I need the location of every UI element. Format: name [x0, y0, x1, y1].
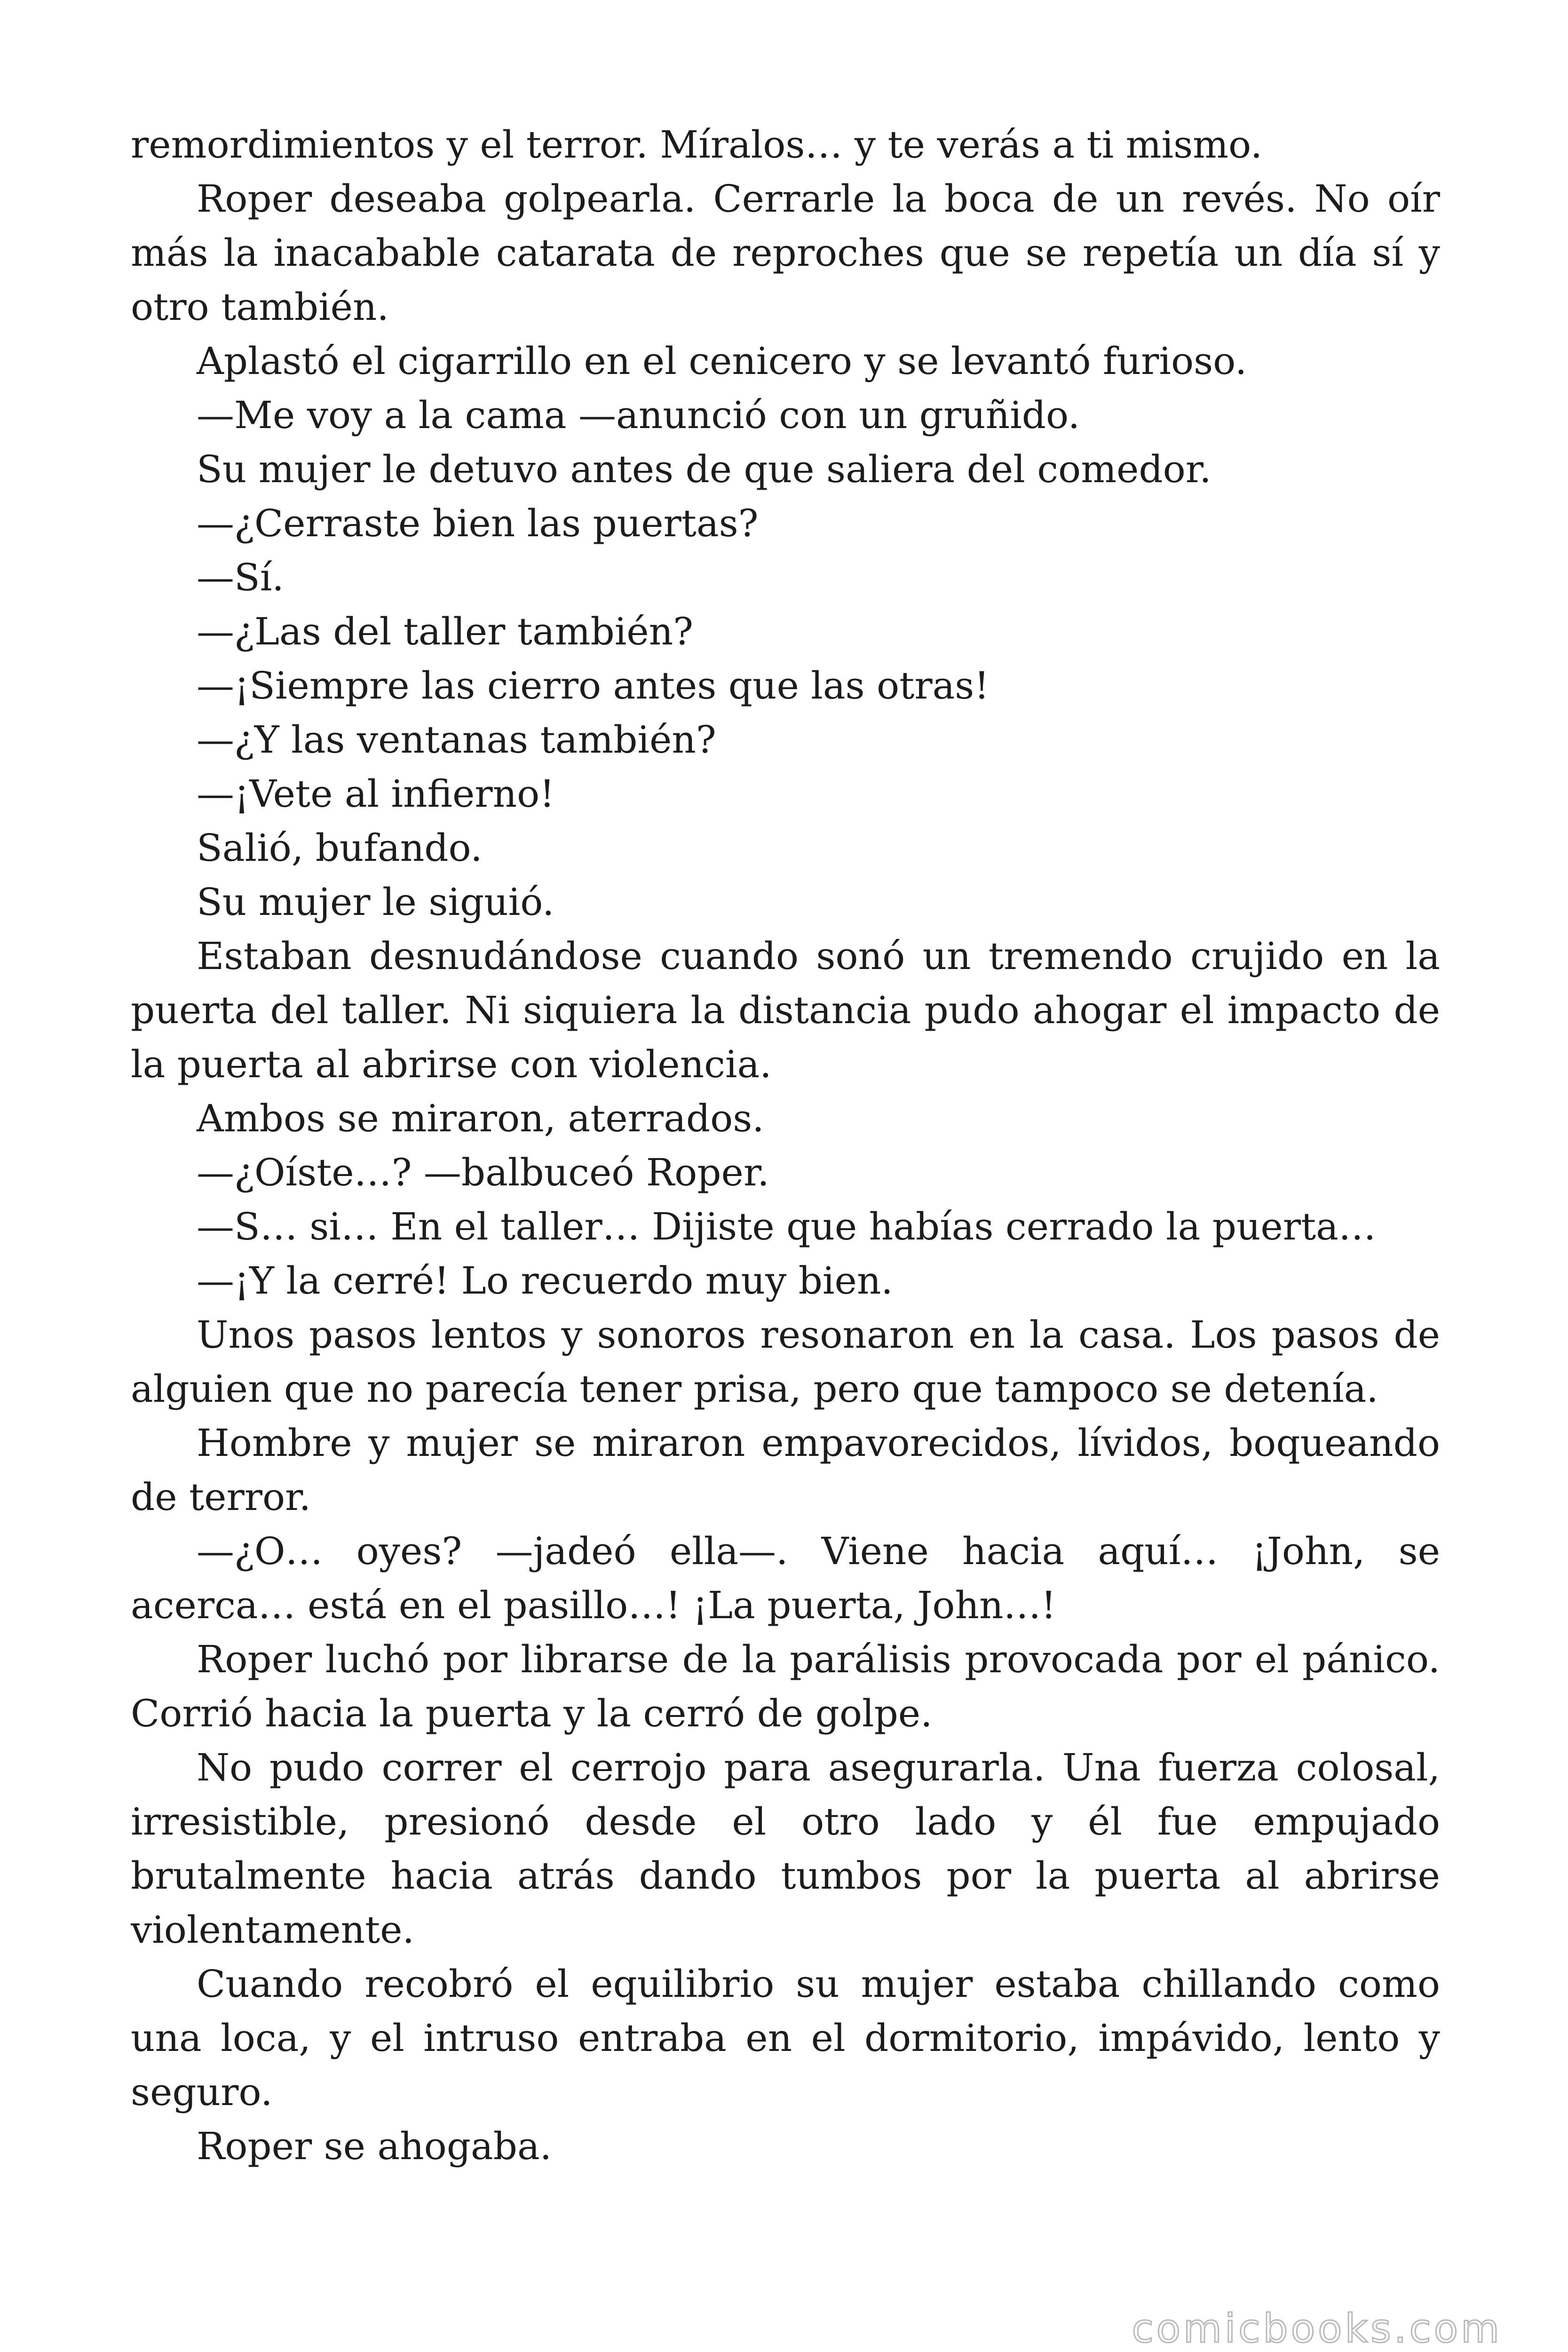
paragraph: —¡Vete al infierno!	[197, 772, 555, 816]
paragraph: —¿Cerraste bien las puertas?	[197, 501, 759, 545]
paragraph: remordimientos y el terror. Míralos… y te verás a ti mismo.	[131, 123, 1263, 167]
paragraph: Aplastó el cigarrillo en el cenicero y se levantó furioso.	[197, 339, 1247, 383]
paragraph: Roper se ahogaba.	[197, 2124, 552, 2168]
paragraph: —¿O… oyes? —jadeó ella—. Viene hacia aquí… ¡John, se acerca… está en el pasillo…! ¡La puerta, John…!	[131, 1529, 1440, 1627]
paragraph: No pudo correr el cerrojo para asegurarla. Una fuerza colosal, irresistible, presionó desde el otro lado y él fue empujado brutalmente hacia atrás dando tumbos por la puerta al abrirse violentamente.	[131, 1746, 1440, 1952]
paragraph: —¿Y las ventanas también?	[197, 718, 716, 762]
paragraph: Unos pasos lentos y sonoros resonaron en la casa. Los pasos de alguien que no parecía tener prisa, pero que tampoco se detenía.	[131, 1313, 1440, 1411]
paragraph: Ambos se miraron, aterrados.	[197, 1097, 764, 1140]
paragraph: —Sí.	[197, 556, 284, 599]
body-text	[131, 118, 1440, 2173]
paragraph: —S… si… En el taller… Dijiste que habías cerrado la puerta…	[197, 1205, 1376, 1248]
paragraph: —¿Oíste…? —balbuceó Roper.	[197, 1151, 769, 1194]
paragraph: —¡Y la cerré! Lo recuerdo muy bien.	[197, 1259, 893, 1303]
paragraph: Roper deseaba golpearla. Cerrarle la boca de un revés. No oír más la inacabable catarata de reproches que se repetía un día sí y otro también.	[131, 177, 1440, 329]
paragraph: Cuando recobró el equilibrio su mujer estaba chillando como una loca, y el intruso entraba en el dormitorio, impávido, lento y seguro.	[131, 1962, 1440, 2114]
paragraph: Roper luchó por librarse de la parálisis provocada por el pánico. Corrió hacia la puerta y la cerró de golpe.	[131, 1637, 1440, 1735]
paragraph: —¡Siempre las cierro antes que las otras!	[197, 664, 990, 707]
paragraph: —¿Las del taller también?	[197, 610, 694, 653]
watermark: comicbooks.com	[1132, 2305, 1502, 2352]
paragraph: Hombre y mujer se miraron empavorecidos, lívidos, boqueando de terror.	[131, 1421, 1440, 1519]
paragraph: Su mujer le siguió.	[197, 880, 554, 924]
paragraph: Su mujer le detuvo antes de que saliera del comedor.	[197, 447, 1212, 491]
paragraph: Estaban desnudándose cuando sonó un tremendo crujido en la puerta del taller. Ni siquiera la distancia pudo ahogar el impacto de la puerta al abrirse con violencia.	[131, 934, 1440, 1086]
paragraph: Salió, bufando.	[197, 826, 483, 870]
paragraph: —Me voy a la cama —anunció con un gruñido.	[197, 393, 1080, 437]
